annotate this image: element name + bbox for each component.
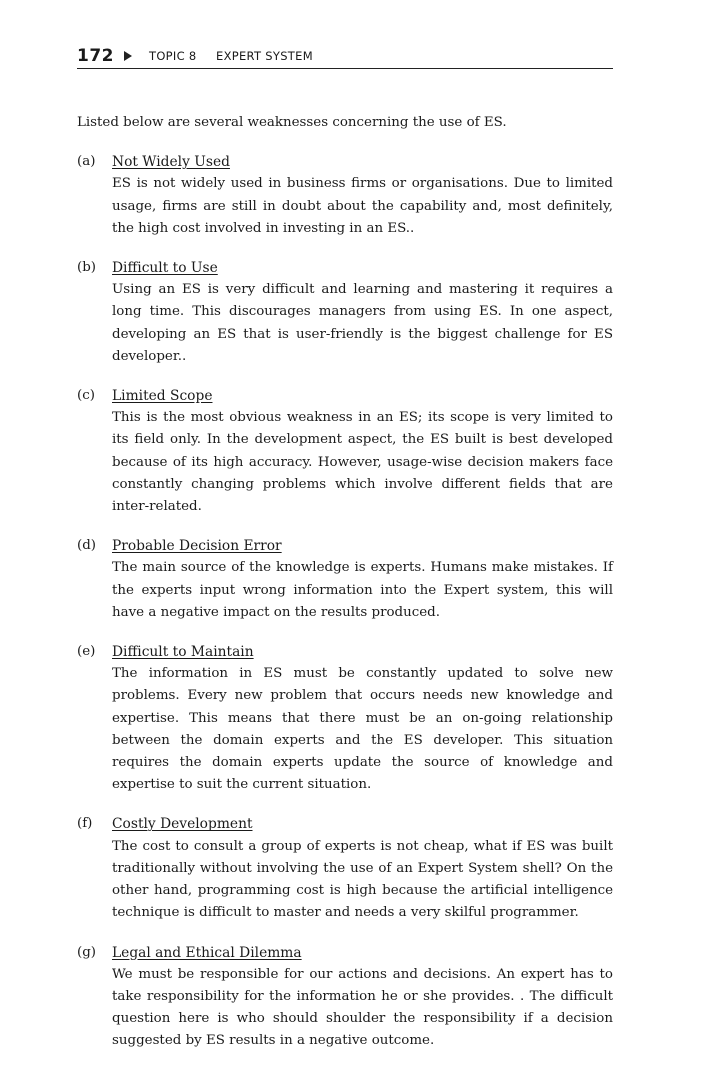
item-heading: Costly Development <box>112 816 253 833</box>
item-heading: Not Widely Used <box>112 154 230 171</box>
list-item <box>77 385 613 518</box>
list-item <box>77 151 613 240</box>
list-item <box>77 942 613 1053</box>
item-body: The cost to consult a group of experts is not cheap, what if ES was built traditionally without involving the use of an Expert System shell? On the other hand, programming cost is high because the artificial intelligence technique is difficult to master and needs a very skilful programmer. <box>112 838 613 921</box>
item-heading: Probable Decision Error <box>112 538 282 555</box>
list-item <box>77 813 613 924</box>
item-body: Using an ES is very difficult and learning and mastering it requires a long time. This discourages managers from using ES. In one aspect, developing an ES that is user-friendly is the biggest challenge for ES developer.. <box>112 282 613 364</box>
page-content <box>77 112 613 1070</box>
item-letter: (d) <box>77 538 97 554</box>
item-letter: (f) <box>77 816 93 832</box>
item-body: We must be responsible for our actions and decisions. An expert has to take responsibility for the information he or she provides. . The difficult question here is who should shoulder the responsibility if a decision suggested by ES results in a negative outcome. <box>112 966 613 1049</box>
item-letter: (e) <box>77 644 96 660</box>
intro-paragraph: Listed below are several weaknesses concerning the use of ES. <box>77 115 507 130</box>
item-letter: (a) <box>77 154 96 170</box>
item-body: This is the most obvious weakness in an ES; its scope is very limited to its field only. In the development aspect, the ES built is best developed because of its high accuracy. However, usage-wise decision makers face constantly changing problems which involve different fields that are inter-related. <box>112 410 613 515</box>
item-letter: (g) <box>77 944 97 960</box>
item-letter: (b) <box>77 260 97 276</box>
item-body: ES is not widely used in business firms or organisations. Due to limited usage, firms are still in doubt about the capability and, most definitely, the high cost involved in investing in an ES.. <box>112 176 613 236</box>
topic-title: EXPERT SYSTEM <box>216 49 313 63</box>
item-heading: Difficult to Maintain <box>112 644 254 661</box>
item-heading: Limited Scope <box>112 388 213 405</box>
list-item <box>77 535 613 624</box>
triangle-right-icon <box>124 51 132 61</box>
item-heading: Difficult to Use <box>112 260 218 277</box>
page-header <box>77 46 613 69</box>
list-item <box>77 257 613 368</box>
item-body: The main source of the knowledge is experts. Humans make mistakes. If the experts input wrong information into the Expert system, this will have a negative impact on the results produced. <box>112 560 613 620</box>
topic-label: TOPIC 8 <box>149 49 197 63</box>
list-item <box>77 641 613 796</box>
item-body: The information in ES must be constantly updated to solve new problems. Every new problem that occurs needs new knowledge and expertise. This means that there must be an on-going relationship between the domain experts and the ES developer. This situation requires the domain experts update the source of knowledge and expertise to suit the current situation. <box>112 666 613 793</box>
item-heading: Legal and Ethical Dilemma <box>112 944 302 961</box>
page-number: 172 <box>77 46 114 66</box>
item-letter: (c) <box>77 388 95 404</box>
